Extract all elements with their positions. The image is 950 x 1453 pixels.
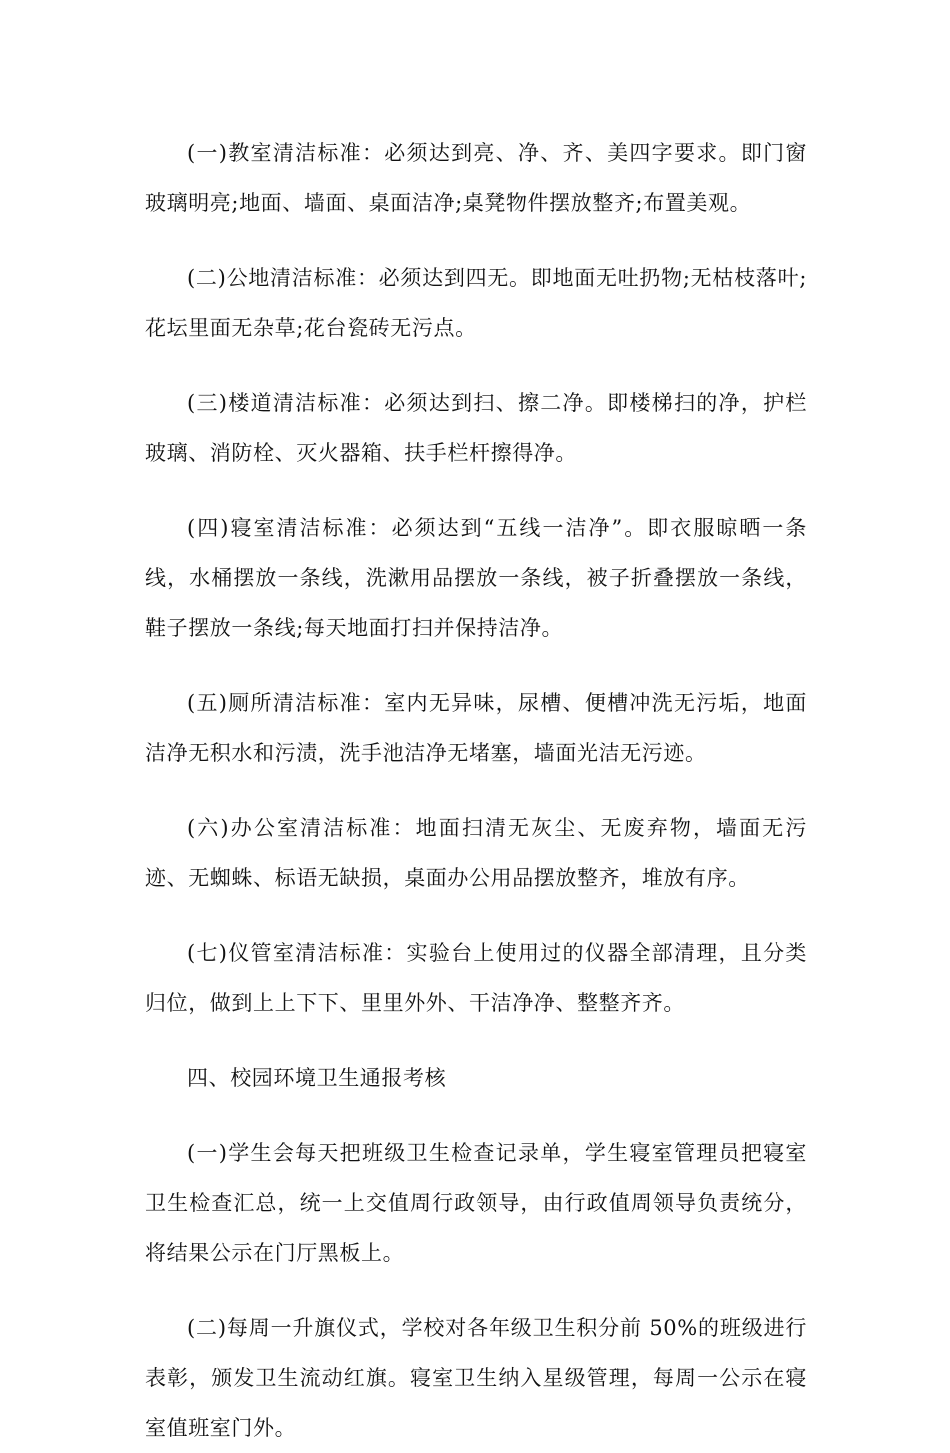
document-body — [145, 128, 807, 1453]
paragraph-office-standard: (六)办公室清洁标准：地面扫清无灰尘、无废弃物，墙面无污迹、无蜘蛛、标语无缺损，桌面办公用品摆放整齐，堆放有序。 — [145, 816, 807, 890]
paragraph-classroom-standard: (一)教室清洁标准：必须达到亮、净、齐、美四字要求。即门窗玻璃明亮;地面、墙面、桌面洁净;桌凳物件摆放整齐;布置美观。 — [145, 141, 807, 215]
paragraph-dormitory-standard: (四)寝室清洁标准：必须达到“五线一洁净”。即衣服晾晒一条线，水桶摆放一条线，洗漱用品摆放一条线，被子折叠摆放一条线，鞋子摆放一条线;每天地面打扫并保持洁净。 — [145, 516, 807, 640]
paragraph-public-area-standard: (二)公地清洁标准：必须达到四无。即地面无吐扔物;无枯枝落叶;花坛里面无杂草;花台瓷砖无污点。 — [145, 266, 807, 340]
paragraph-corridor-standard: (三)楼道清洁标准：必须达到扫、擦二净。即楼梯扫的净，护栏玻璃、消防栓、灭火器箱、扶手栏杆擦得净。 — [145, 391, 807, 465]
paragraph-weekly-commendation: (二)每周一升旗仪式，学校对各年级卫生积分前 50%的班级进行表彰，颁发卫生流动红旗。寝室卫生纳入星级管理，每周一公示在寝室值班室门外。 — [145, 1316, 807, 1440]
paragraph-toilet-standard: (五)厕所清洁标准：室内无异味，尿槽、便槽冲洗无污垢，地面洁净无积水和污渍，洗手池洁净无堵塞，墙面光洁无污迹。 — [145, 691, 807, 765]
paragraph-daily-inspection: (一)学生会每天把班级卫生检查记录单，学生寝室管理员把寝室卫生检查汇总，统一上交值周行政领导，由行政值周领导负责统分，将结果公示在门厅黑板上。 — [145, 1141, 807, 1265]
paragraph-instrument-room-standard: (七)仪管室清洁标准：实验台上使用过的仪器全部清理，且分类归位，做到上上下下、里里外外、干洁净净、整整齐齐。 — [145, 941, 807, 1015]
section-heading-assessment: 四、校园环境卫生通报考核 — [187, 1066, 447, 1090]
